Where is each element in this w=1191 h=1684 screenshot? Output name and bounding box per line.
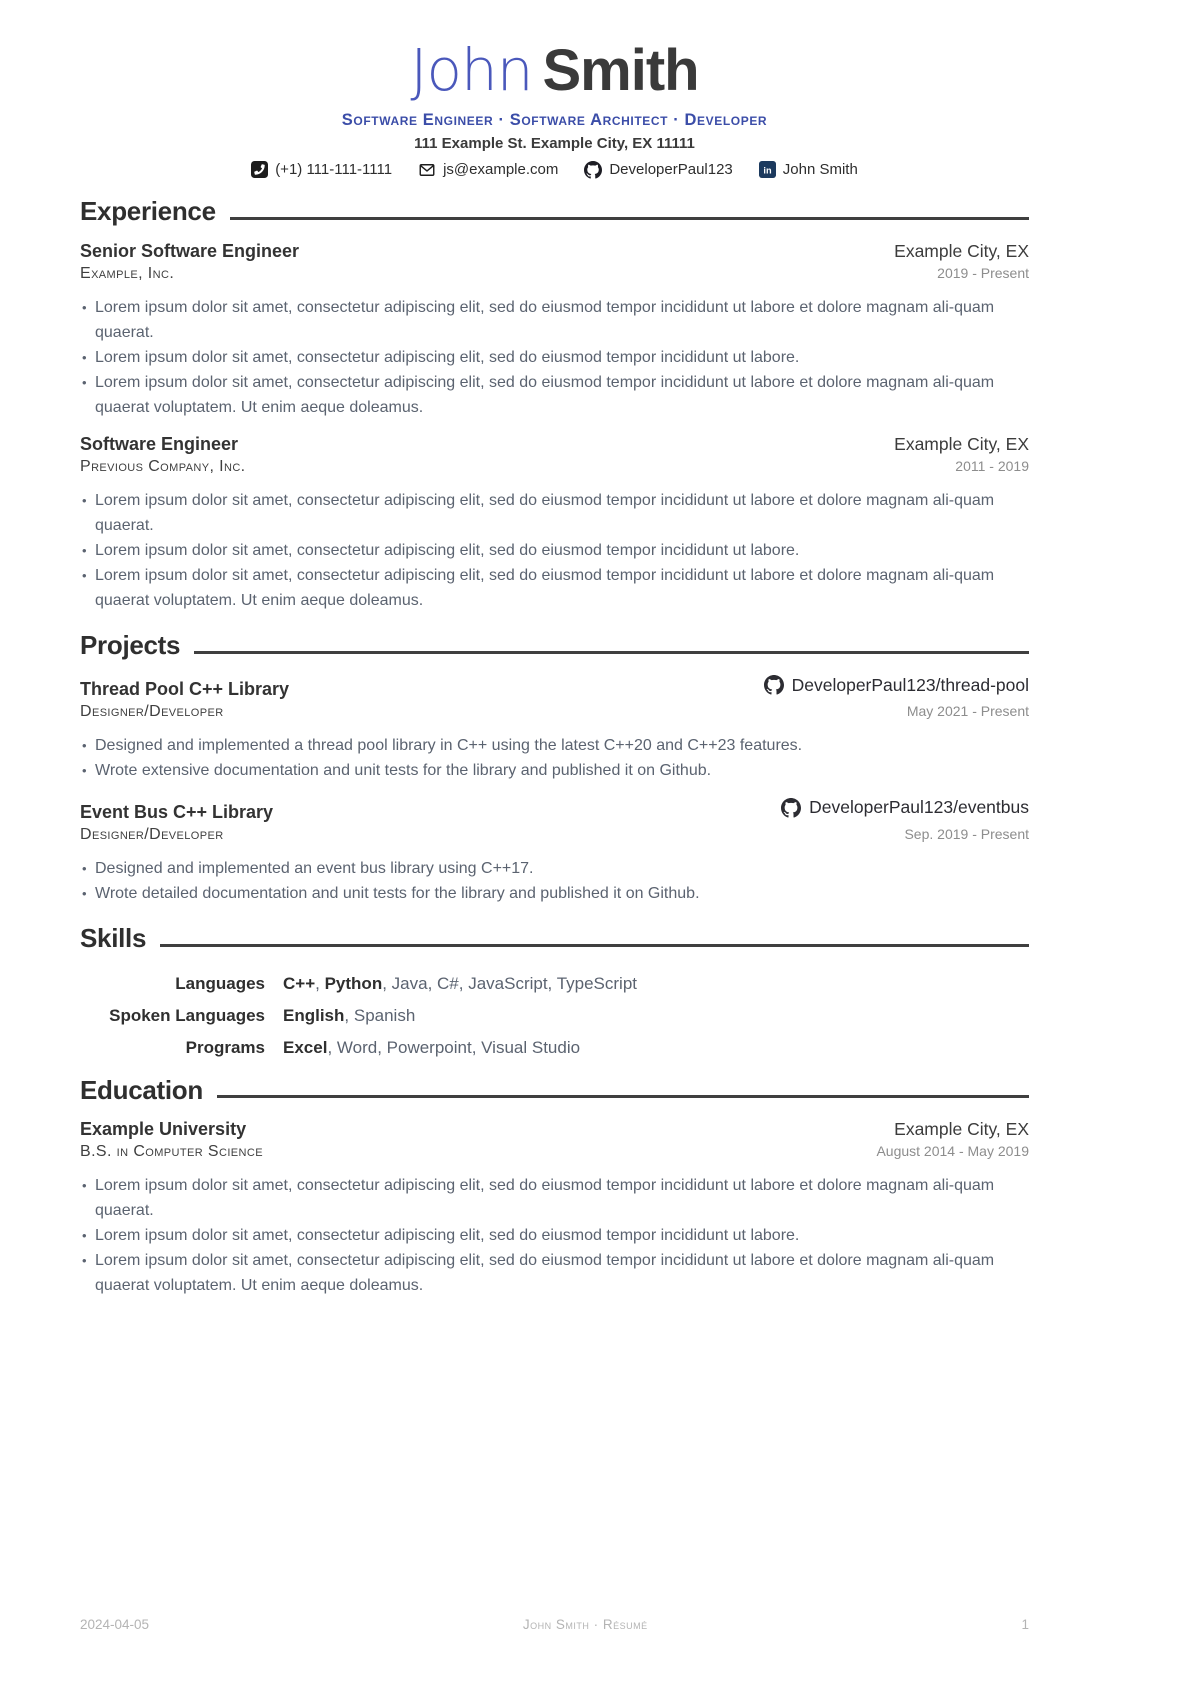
contact-row [80,161,1029,179]
bullet-list [80,856,1029,906]
bullet-list [80,1173,1029,1298]
bullet-item: • Lorem ipsum dolor sit amet, consectetur adipiscing elit, sed do eiusmod tempor incididunt ut labore. [95,538,1029,563]
section-education [80,1076,1029,1299]
school-location: Example City, EX [894,1119,1029,1140]
footer-date: 2024-04-05 [80,1617,150,1632]
entry-header [80,675,1029,701]
company-name: Previous Company, Inc. [80,457,246,475]
project-dates: May 2021 - Present [906,703,1029,720]
section-experience [80,197,1029,613]
bullet-list [80,295,1029,420]
project-entry [80,675,1029,784]
bullet-list [80,733,1029,783]
repo-name: DeveloperPaul123/thread-pool [791,674,1029,695]
bullet-item: • Lorem ipsum dolor sit amet, consectetur adipiscing elit, sed do eiusmod tempor incididunt ut labore et dolore magnam ali-quam quaerat. [95,1173,1029,1223]
bullet-item: • Wrote detailed documentation and unit tests for the library and published it on Github. [95,881,1029,906]
skill-row [80,1006,1029,1026]
section-rule [160,944,1029,947]
section-experience-header [80,197,1029,227]
entry-subheader [80,458,1029,476]
job-title: Senior Software Engineer [80,240,300,261]
bullet-item: • Lorem ipsum dolor sit amet, consectetur adipiscing elit, sed do eiusmod tempor incididunt ut labore et dolore magnam ali-quam quaerat voluptatem. Ut enim aeque doleamus. [95,1248,1029,1298]
github-contact[interactable] [584,161,732,179]
linkedin-name: John Smith [782,161,858,179]
github-username: DeveloperPaul123 [609,161,733,179]
skill-value: English, Spanish [283,1005,416,1025]
bullet-item: • Lorem ipsum dolor sit amet, consectetur adipiscing elit, sed do eiusmod tempor incididunt ut labore et dolore magnam ali-quam quaerat voluptatem. Ut enim aeque doleamus. [95,563,1029,613]
section-title-education: Education [80,1074,203,1105]
section-projects-header [80,631,1029,661]
company-name: Example, Inc. [80,264,175,282]
tagline: Software Engineer · Software Architect · Developer [341,110,768,129]
education-dates: August 2014 - May 2019 [876,1143,1029,1160]
entry-header [80,1119,1029,1140]
phone-number: (+1) 111-111-1111 [275,161,393,179]
last-name: Smith [542,38,699,103]
job-dates: 2011 - 2019 [955,457,1029,474]
skill-category-label: Spoken Languages [109,1005,265,1025]
bullet-item: • Designed and implemented an event bus library using C++17. [95,856,1029,881]
section-rule [217,1095,1029,1098]
job-title: Software Engineer [80,433,239,454]
entry-header [80,434,1029,455]
section-skills-header [80,924,1029,954]
school-name: Example University [80,1119,247,1140]
github-icon [781,798,801,818]
job-location: Example City, EX [894,433,1029,454]
project-name: Thread Pool C++ Library [80,679,290,700]
footer-page-number: 1 [1021,1617,1029,1632]
bullet-list [80,488,1029,613]
section-projects [80,631,1029,906]
project-entry [80,797,1029,906]
skill-row [80,1038,1029,1058]
experience-entry [80,434,1029,613]
skill-category-label: Programs [185,1037,265,1057]
experience-entry [80,241,1029,420]
address: 111 Example St. Example City, EX 11111 [414,134,695,152]
entry-subheader [80,826,1029,844]
page-title [80,36,1029,104]
email-address: js@example.com [443,161,559,179]
section-education-header [80,1076,1029,1106]
page-footer [80,1617,1029,1632]
github-icon [584,161,602,179]
skill-row [80,974,1029,994]
project-role: Designer/Developer [80,825,224,843]
bullet-item: • Designed and implemented a thread pool library in C++ using the latest C++20 and C++23 features. [95,733,1029,758]
github-icon [764,675,784,695]
education-entry [80,1119,1029,1298]
linkedin-contact[interactable] [759,161,858,178]
skill-value: C++, Python, Java, C#, JavaScript, TypeScript [283,973,638,993]
job-dates: 2019 - Present [937,264,1029,281]
email-contact[interactable] [418,161,558,179]
phone-contact [251,161,392,178]
bullet-item: • Lorem ipsum dolor sit amet, consectetur adipiscing elit, sed do eiusmod tempor incididunt ut labore. [95,1223,1029,1248]
header [80,36,1029,179]
entry-subheader [80,265,1029,283]
section-skills [80,924,1029,1058]
degree-name: B.S. in Computer Science [80,1143,263,1161]
linkedin-icon [759,161,776,178]
project-dates: Sep. 2019 - Present [904,825,1029,842]
section-rule [230,217,1029,220]
bullet-item: • Lorem ipsum dolor sit amet, consectetur adipiscing elit, sed do eiusmod tempor incididunt ut labore et dolore magnam ali-quam quaerat. [95,488,1029,538]
repo-name: DeveloperPaul123/eventbus [809,797,1029,818]
phone-icon [251,161,268,178]
project-role: Designer/Developer [80,703,224,721]
entry-header [80,241,1029,262]
github-repo-link[interactable] [781,797,1029,818]
entry-subheader [80,1143,1029,1161]
project-name: Event Bus C++ Library [80,801,274,822]
bullet-item: • Lorem ipsum dolor sit amet, consectetur adipiscing elit, sed do eiusmod tempor incididunt ut labore et dolore magnam ali-quam quaerat voluptatem. Ut enim aeque doleamus. [95,370,1029,420]
section-rule [194,651,1029,654]
bullet-item: • Lorem ipsum dolor sit amet, consectetur adipiscing elit, sed do eiusmod tempor incididunt ut labore. [95,345,1029,370]
envelope-icon [418,161,436,179]
bullet-item: • Wrote extensive documentation and unit tests for the library and published it on Github. [95,758,1029,783]
skill-value: Excel, Word, Powerpoint, Visual Studio [283,1037,581,1057]
entry-subheader [80,703,1029,721]
entry-header [80,797,1029,823]
skills-table [80,974,1029,1058]
svg-text:in: in [763,165,772,176]
footer-title: John Smith · Résumé [522,1617,648,1632]
section-title-skills: Skills [80,922,147,953]
bullet-item: • Lorem ipsum dolor sit amet, consectetur adipiscing elit, sed do eiusmod tempor incididunt ut labore et dolore magnam ali-quam quaerat. [95,295,1029,345]
first-name: John [410,36,533,104]
skill-category-label: Languages [175,973,265,993]
section-title-experience: Experience [80,195,216,226]
section-title-projects: Projects [80,629,181,660]
github-repo-link[interactable] [764,675,1029,696]
job-location: Example City, EX [894,240,1029,261]
